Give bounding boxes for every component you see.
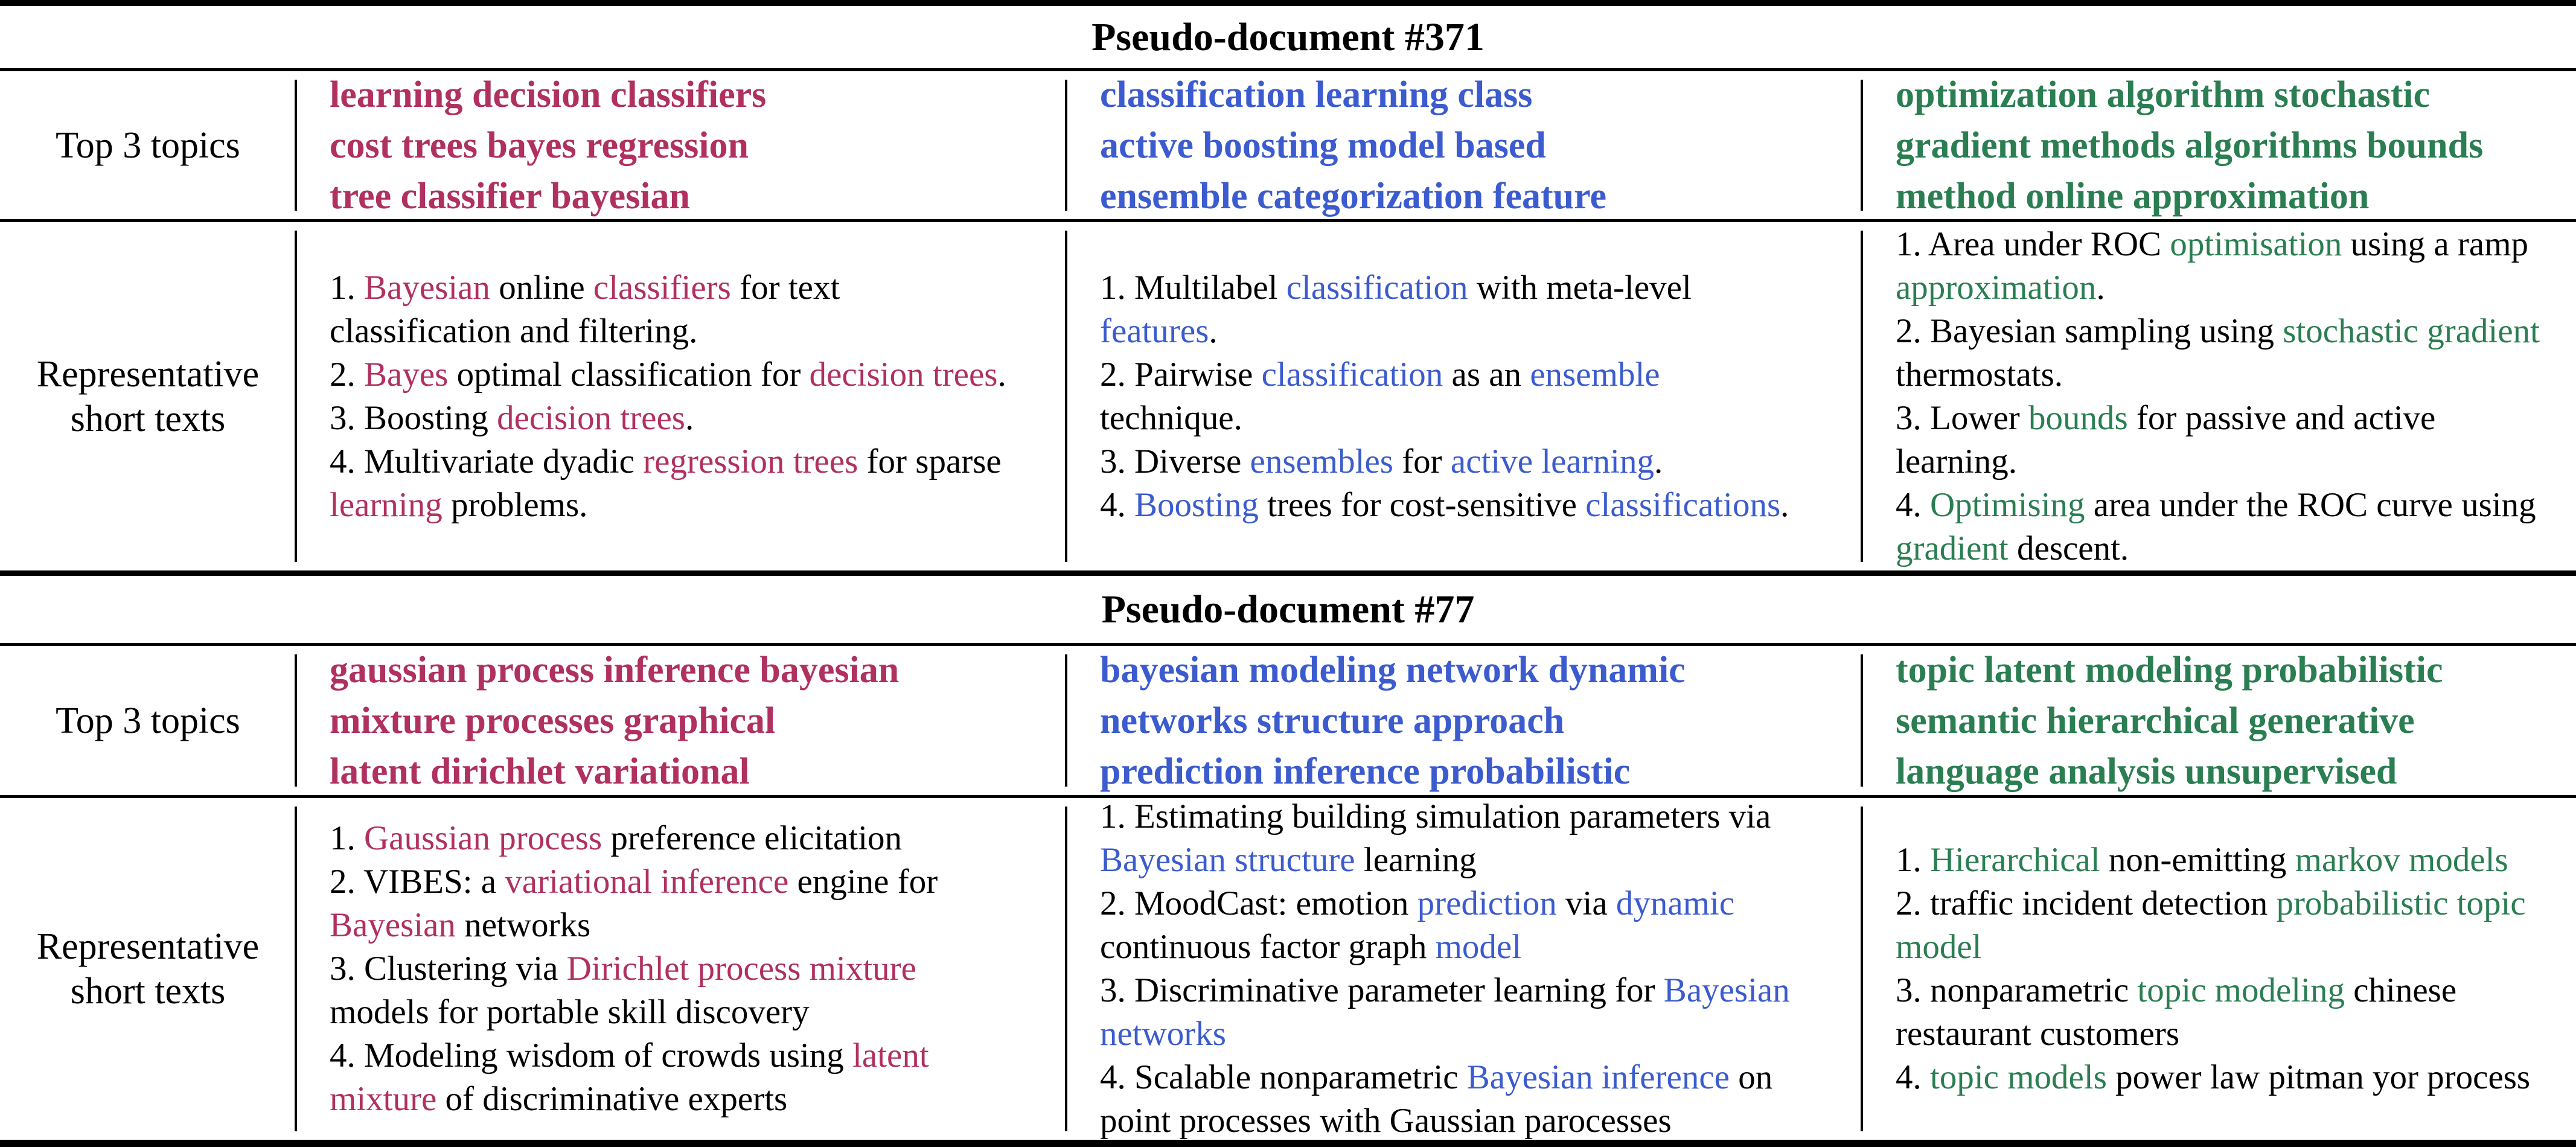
topic-cell-3 (1862, 71, 2576, 222)
text-segment: for (1393, 442, 1451, 481)
topic-word-highlight: Hierarchical (1930, 841, 2100, 879)
text-segment: 3. Lower (1896, 398, 2029, 437)
text-segment: 1. Multilabel (1100, 268, 1286, 307)
topic-word-highlight: classifiers (593, 268, 731, 307)
short-text-item (1100, 266, 1807, 353)
topic-cell-2 (1066, 71, 1862, 222)
short-text-item (330, 1034, 1012, 1121)
text-segment: 4. (1896, 1058, 1930, 1096)
text-segment: 3. Discriminative parameter learning for (1100, 971, 1664, 1009)
topic-word-highlight: regression trees (643, 442, 858, 481)
topic-line: gradient methods algorithms bounds (1896, 124, 2484, 166)
text-segment: 4. (1896, 485, 1930, 524)
text-segment: on point processes with Gaussian parocesses (1100, 1058, 1773, 1140)
topic-word-highlight: prediction (1417, 884, 1557, 922)
short-text-item (1896, 839, 2558, 882)
topic-word-highlight: Dirichlet process mixture (566, 950, 916, 988)
topic-word-highlight: approximation (1896, 268, 2097, 307)
topic-cell-2 (1066, 646, 1862, 798)
row-label-text: Representative short texts (36, 926, 260, 1012)
text-segment: trees for cost-sensitive (1258, 485, 1586, 524)
text-segment: 4. Multivariate dyadic (330, 442, 644, 481)
topic-word-highlight: decision trees (497, 398, 685, 437)
short-text-item (1896, 397, 2558, 484)
text-segment: 4. Scalable nonparametric (1100, 1058, 1467, 1096)
text-segment: models for portable skill discovery (330, 993, 810, 1031)
text-segment: 1. (330, 819, 364, 857)
text-segment: 2. VIBES: a (330, 863, 505, 901)
text-segment: for passive and active learning. (1896, 398, 2436, 481)
texts-cell-2 (1066, 222, 1862, 576)
short-text-item (1100, 882, 1807, 969)
topic-line: learning decision classifiers (330, 74, 767, 115)
short-text-item (1100, 969, 1807, 1056)
text-segment: preference elicitation (602, 819, 903, 857)
text-segment: 2. Bayesian sampling using (1896, 312, 2283, 350)
text-segment: via (1556, 884, 1616, 922)
topic-word-highlight: Bayesian structure (1100, 841, 1355, 879)
texts-cell-2 (1066, 798, 1862, 1140)
short-text-item (330, 817, 1012, 860)
topic-word-highlight: Bayesian (330, 906, 456, 944)
topic-word-highlight: Optimising (1930, 485, 2085, 524)
text-segment: online (490, 268, 593, 307)
text-segment: 2. Pairwise (1100, 355, 1262, 394)
text-segment: 4. Modeling wisdom of crowds using (330, 1037, 853, 1075)
row-label-text: Top 3 topics (56, 124, 240, 166)
topic-word-highlight: model (1435, 928, 1522, 966)
short-text-item (1100, 795, 1807, 882)
text-segment: non-emitting (2100, 841, 2295, 879)
short-text-item (330, 353, 1012, 397)
text-segment: 2. traffic incident detection (1896, 884, 2277, 922)
text-segment: for text classification and filtering. (330, 268, 840, 350)
text-segment: 1. (330, 268, 364, 307)
text-segment: optimal classification for (448, 355, 810, 394)
short-text-item (330, 397, 1012, 440)
short-text-item (1896, 1056, 2558, 1099)
section-title: Pseudo-document #371 (1091, 14, 1485, 59)
row-label-text: Representative short texts (36, 353, 260, 439)
section-title-row (0, 576, 2576, 646)
topic-line: latent dirichlet variational (330, 750, 750, 792)
text-segment: descent. (2008, 529, 2129, 567)
topic-line: active boosting model based (1100, 124, 1546, 166)
short-text-item (1100, 484, 1807, 527)
short-text-item (1896, 223, 2558, 310)
text-segment: thermostats. (1896, 355, 2063, 394)
row-label-representative-texts (0, 798, 296, 1140)
topic-line: ensemble categorization feature (1100, 175, 1607, 217)
row-label-text: Top 3 topics (56, 700, 240, 741)
topic-line: method online approximation (1896, 175, 2370, 217)
text-segment: for sparse (858, 442, 1002, 481)
topic-word-highlight: Gaussian process (364, 819, 602, 857)
short-text-item (330, 440, 1012, 527)
topic-line: topic latent modeling probabilistic (1896, 649, 2443, 691)
row-label-representative-texts (0, 222, 296, 576)
section-title-row (0, 6, 2576, 71)
text-segment: power law pitman yor process (2106, 1058, 2531, 1096)
topic-word-highlight: dynamic (1616, 884, 1735, 922)
short-text-item (1896, 310, 2558, 397)
topic-line: semantic hierarchical generative (1896, 700, 2415, 741)
topic-line: optimization algorithm stochastic (1896, 74, 2431, 115)
text-segment: with meta-level (1468, 268, 1692, 307)
texts-cell-1 (296, 222, 1066, 576)
topic-word-highlight: variational inference (505, 863, 789, 901)
section-title: Pseudo-document #77 (1101, 587, 1475, 631)
topic-cell-3 (1862, 646, 2576, 798)
topic-word-highlight: stochastic gradient (2283, 312, 2540, 350)
text-segment: 3. nonparametric (1896, 971, 2138, 1009)
short-text-item (1100, 1056, 1807, 1143)
text-segment: using a ramp (2342, 225, 2529, 263)
text-segment: continuous factor graph (1100, 928, 1436, 966)
text-segment: 1. Estimating building simulation parameters via (1100, 797, 1771, 835)
topic-line: prediction inference probabilistic (1100, 750, 1631, 792)
texts-cell-3 (1862, 798, 2576, 1140)
topic-word-highlight: learning (330, 485, 443, 524)
topic-word-highlight: topic models (1930, 1058, 2107, 1096)
text-segment: technique. (1100, 398, 1242, 437)
topic-line: mixture processes graphical (330, 700, 776, 741)
text-segment: . (997, 355, 1006, 394)
short-text-item (330, 266, 1012, 353)
text-segment: . (1654, 442, 1663, 481)
topic-line: language analysis unsupervised (1896, 750, 2397, 792)
text-segment: 3. Clustering via (330, 950, 567, 988)
topic-word-highlight: Bayesian inference (1466, 1058, 1730, 1096)
topic-cell-1 (296, 71, 1066, 222)
topic-word-highlight: markov models (2295, 841, 2508, 879)
text-segment: learning (1355, 841, 1477, 879)
topic-word-highlight: features (1100, 312, 1209, 350)
text-segment: 1. (1896, 841, 1930, 879)
text-segment: 1. Area under ROC (1896, 225, 2170, 263)
text-segment: 4. (1100, 485, 1134, 524)
text-segment: 2. (330, 355, 364, 394)
text-segment: problems. (442, 485, 588, 524)
topic-line: networks structure approach (1100, 700, 1565, 741)
topic-word-highlight: ensembles (1250, 442, 1393, 481)
topic-line: cost trees bayes regression (330, 124, 749, 166)
topic-word-highlight: decision trees (809, 355, 998, 394)
topic-line: classification learning class (1100, 74, 1533, 115)
topic-line: bayesian modeling network dynamic (1100, 649, 1686, 691)
short-text-item (1100, 440, 1807, 484)
texts-cell-1 (296, 798, 1066, 1140)
topic-word-highlight: active learning (1450, 442, 1654, 481)
short-text-item (330, 860, 1012, 947)
short-text-item (330, 947, 1012, 1034)
topic-word-highlight: Bayes (364, 355, 449, 394)
text-segment: of discriminative experts (436, 1080, 788, 1118)
short-text-item (1896, 484, 2558, 570)
text-segment: area under the ROC curve using (2085, 485, 2536, 524)
topic-word-highlight: probabilistic topic model (1896, 884, 2526, 966)
topic-cell-1 (296, 646, 1066, 798)
topic-word-highlight: Bayesian networks (1100, 971, 1790, 1053)
text-segment: chinese restaurant customers (1896, 971, 2457, 1053)
text-segment: . (2096, 268, 2105, 307)
short-text-item (1100, 353, 1807, 440)
text-segment: . (1209, 312, 1218, 350)
text-segment: . (1780, 485, 1789, 524)
texts-cell-3 (1862, 222, 2576, 576)
topic-word-highlight: classifications (1585, 485, 1781, 524)
text-segment: engine for (788, 863, 938, 901)
topic-word-highlight: latent mixture (330, 1037, 929, 1118)
text-segment: . (685, 398, 694, 437)
text-segment: 3. Diverse (1100, 442, 1250, 481)
row-label-top3-topics (0, 71, 296, 222)
topic-word-highlight: ensemble (1530, 355, 1660, 394)
topic-line: tree classifier bayesian (330, 175, 690, 217)
topic-word-highlight: Bayesian (364, 268, 490, 307)
topic-word-highlight: topic modeling (2137, 971, 2345, 1009)
topic-word-highlight: Boosting (1134, 485, 1259, 524)
topic-line: gaussian process inference bayesian (330, 649, 900, 691)
topic-word-highlight: bounds (2028, 398, 2128, 437)
topic-word-highlight: optimisation (2170, 225, 2342, 263)
topic-word-highlight: classification (1261, 355, 1443, 394)
short-text-item (1896, 969, 2558, 1056)
topic-word-highlight: gradient (1896, 529, 2009, 567)
text-segment: as an (1443, 355, 1530, 394)
text-segment: networks (455, 906, 591, 944)
text-segment: 2. MoodCast: emotion (1100, 884, 1417, 922)
row-label-top3-topics (0, 646, 296, 798)
text-segment: 3. Boosting (330, 398, 497, 437)
topic-word-highlight: classification (1286, 268, 1468, 307)
short-text-item (1896, 882, 2558, 969)
